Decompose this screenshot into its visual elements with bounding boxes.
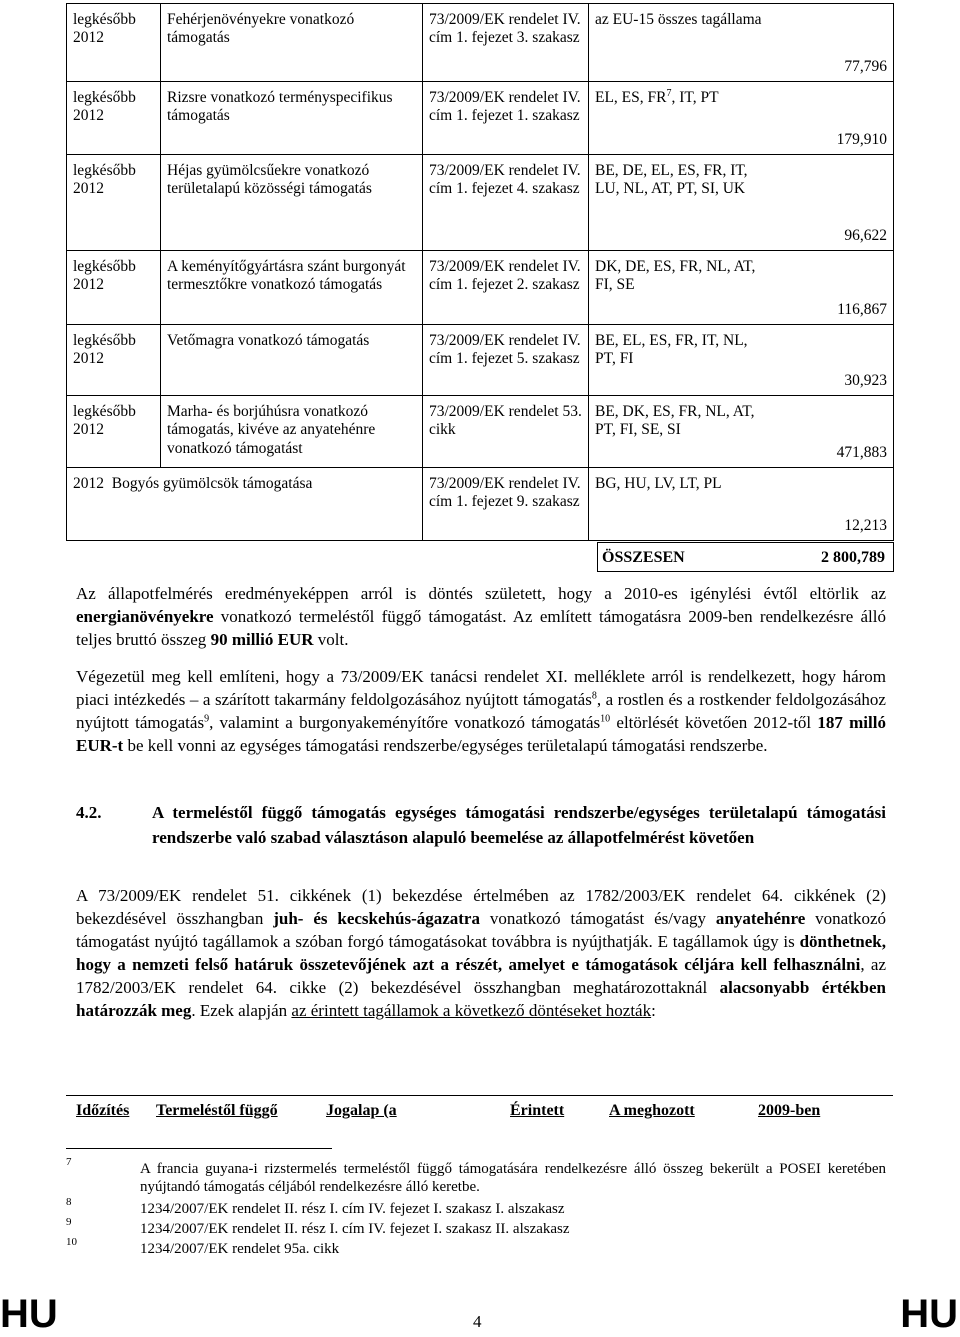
support-name-cell: Rizsre vonatkozó terményspecifikus támogatás — [161, 82, 423, 155]
bold-text: 187 milló EUR-t — [76, 712, 886, 755]
total-value: 2 800,789 — [821, 549, 885, 566]
table-row — [67, 4, 894, 82]
text-run: . Ezek alapján — [191, 1000, 292, 1020]
amount-cell: 471,883 — [769, 396, 894, 468]
text-run: vonatkozó termeléstől függő támogatást. Az említett támogatásra 2009-ben rendelkezésre álló teljes bruttó összeg — [76, 606, 886, 649]
footnote-number: 8 — [66, 1196, 72, 1208]
timing-and-name-cell — [67, 468, 423, 541]
table-row — [67, 396, 894, 468]
section-number: 4.2. — [76, 803, 102, 822]
bold-text: juh- és kecskehús-ágazatra — [273, 908, 480, 928]
paragraph-energy-crops — [76, 583, 886, 652]
table-row — [67, 251, 894, 325]
legal-basis-cell: 73/2009/EK rendelet IV. cím 1. fejezet 1. szakasz — [423, 82, 589, 155]
member-states-cell: DK, DE, ES, FR, NL, AT, FI, SE — [589, 251, 769, 325]
language-code-left: HU — [0, 1292, 58, 1336]
member-states-cell: BG, HU, LV, LT, PL — [589, 468, 769, 541]
text-run: , az 1782/2003/EK rendelet 64. cikke (2) bekezdésével összhangban meghatározottaknál — [76, 954, 887, 997]
support-name-text: Bogyós gyümölcsök támogatása — [111, 475, 313, 492]
member-states-cell: BE, DE, EL, ES, FR, IT, LU, NL, AT, PT, SI, UK — [589, 155, 769, 251]
support-name-cell: Héjas gyümölcsűekre vonatkozó területalapú közösségi támogatás — [161, 155, 423, 251]
footnote-separator — [66, 1148, 332, 1149]
bold-text: anyatehénre — [715, 908, 806, 928]
amount-cell: 179,910 — [769, 82, 894, 155]
timing-cell: legkésőbb 2012 — [67, 4, 161, 82]
amount-cell: 77,796 — [769, 4, 894, 82]
footnote-number: 10 — [66, 1236, 77, 1248]
table-row — [67, 325, 894, 396]
paragraph-sheep-goat — [76, 885, 886, 1022]
footnote-ref-8: 8 — [591, 690, 597, 702]
total-label: ÖSSZESEN — [602, 549, 685, 566]
text-run: , a rostlen és a rostkender feldolgozásához nyújtott támogatás — [76, 689, 886, 732]
section-title: A termeléstől függő támogatás egységes támogatási rendszerbe/egységes területalapú támogatási rendszerbe való szabad választáson alapuló beemelése az állapotfelmérést követően — [152, 803, 886, 847]
table-row — [67, 155, 894, 251]
footnote-8: 1234/2007/EK rendelet II. rész I. cím IV. fejezet I. szakasz I. alszakasz — [140, 1201, 565, 1217]
member-states-text-tail: , IT, PT — [671, 89, 719, 106]
text-run: , valamint a burgonyakeményítőre vonatkozó támogatás — [209, 712, 601, 732]
column-header: Időzítés — [76, 1102, 130, 1119]
column-header: Érintett — [510, 1102, 565, 1119]
footnote-number: 9 — [66, 1216, 72, 1228]
text-run: vonatkozó támogatást és/vagy — [479, 908, 716, 928]
total-row — [597, 542, 894, 572]
column-header: A meghozott — [609, 1102, 695, 1119]
language-code-right: HU — [900, 1292, 958, 1336]
support-table — [66, 3, 894, 541]
support-name-cell: A keményítőgyártásra szánt burgonyát termesztőkre vonatkozó támogatás — [161, 251, 423, 325]
footnote-ref-10: 10 — [600, 713, 611, 725]
support-name-cell: Fehérjenövényekre vonatkozó támogatás — [161, 4, 423, 82]
next-table-header — [66, 1095, 893, 1126]
legal-basis-cell: 73/2009/EK rendelet IV. cím 1. fejezet 2. szakasz — [423, 251, 589, 325]
text-run: Az állapotfelmérés eredményeképpen arról is döntés született, hogy a 2010-es igénylési évtől eltörlik az — [76, 584, 886, 603]
timing-cell: legkésőbb 2012 — [67, 251, 161, 325]
text-run: volt. — [313, 629, 349, 649]
text-run: A 73/2009/EK rendelet 51. cikkének (1) bekezdése értelmében az 1782/2003/EK rendelet 64. cikkének (2) bekezdésével összhangban — [76, 886, 886, 928]
legal-basis-cell: 73/2009/EK rendelet IV. cím 1. fejezet 5. szakasz — [423, 325, 589, 396]
text-run: Végezetül meg kell említeni, hogy a 73/2009/EK tanácsi rendelet XI. melléklete arról is rendelkezett, hogy három piaci intézkedés – a szárított takarmány feldolgozásához nyújtott támogatás — [76, 667, 886, 709]
footnote-9: 1234/2007/EK rendelet II. rész I. cím IV. fejezet I. szakasz II. alszakasz — [140, 1221, 570, 1237]
column-header: 2009-ben — [758, 1102, 821, 1119]
column-header: Jogalap (a — [326, 1102, 397, 1119]
timing-text: 2012 — [73, 475, 104, 492]
column-header: Termeléstől függő — [156, 1102, 278, 1119]
text-run: vonatkozó támogatást nyújtó tagállamok a szóban forgó támogatásokat továbbra is nyújthatják. E tagállamok úgy is — [76, 908, 886, 951]
footnote-7: A francia guyana-i rizstermelés termeléstől függő támogatására rendelkezésre álló összeg bekerült a POSEI keretében nyújtandó támogatás céljából rendelkezésre álló keretbe. — [140, 1161, 886, 1195]
bold-text: alacsonyabb értékben határozzák meg — [76, 977, 886, 1020]
amount-cell: 116,867 — [769, 251, 894, 325]
table-row — [67, 468, 894, 541]
text-run: eltörlését követően 2012-től — [610, 712, 818, 732]
page-number: 4 — [473, 1312, 482, 1331]
footnote-10: 1234/2007/EK rendelet 95a. cikk — [140, 1241, 340, 1257]
legal-basis-cell: 73/2009/EK rendelet 53. cikk — [423, 396, 589, 468]
amount-cell: 96,622 — [769, 155, 894, 251]
member-states-text: EL, ES, FR — [595, 89, 667, 106]
timing-cell: legkésőbb 2012 — [67, 82, 161, 155]
support-name-cell: Marha- és borjúhúsra vonatkozó támogatás, kivéve az anyatehénre vonatkozó támogatást — [161, 396, 423, 468]
footnote-number: 7 — [66, 1156, 72, 1168]
text-run: : — [651, 1000, 656, 1020]
bold-text: energianövényekre — [76, 606, 214, 626]
bold-text: dönthetnek, hogy a nemzeti felső határuk összetevőjének azt a részét, amelyet e támogatások céljára kell felhasználni — [76, 931, 886, 974]
footnote-ref-7: 7 — [666, 87, 672, 99]
member-states-cell — [589, 82, 769, 155]
support-name-cell: Vetőmagra vonatkozó támogatás — [161, 325, 423, 396]
amount-cell: 12,213 — [769, 468, 894, 541]
timing-cell: legkésőbb 2012 — [67, 325, 161, 396]
timing-cell: legkésőbb 2012 — [67, 155, 161, 251]
amount-cell: 30,923 — [769, 325, 894, 396]
member-states-cell: BE, EL, ES, FR, IT, NL, PT, FI — [589, 325, 769, 396]
legal-basis-cell: 73/2009/EK rendelet IV. cím 1. fejezet 9. szakasz — [423, 468, 589, 541]
member-states-cell: az EU-15 összes tagállama — [589, 4, 769, 82]
footnote-ref-9: 9 — [204, 713, 210, 725]
legal-basis-cell: 73/2009/EK rendelet IV. cím 1. fejezet 4. szakasz — [423, 155, 589, 251]
paragraph-annex-xi — [76, 666, 886, 758]
bold-text: 90 millió EUR — [210, 629, 314, 649]
legal-basis-cell: 73/2009/EK rendelet IV. cím 1. fejezet 3. szakasz — [423, 4, 589, 82]
underlined-text: az érintett tagállamok a következő döntéseket hozták — [291, 1000, 652, 1020]
timing-cell: legkésőbb 2012 — [67, 396, 161, 468]
table-row — [67, 82, 894, 155]
member-states-cell: BE, DK, ES, FR, NL, AT, PT, FI, SE, SI — [589, 396, 769, 468]
text-run: be kell vonni az egységes támogatási rendszerbe/egységes területalapú támogatási rendszerbe. — [123, 735, 768, 755]
